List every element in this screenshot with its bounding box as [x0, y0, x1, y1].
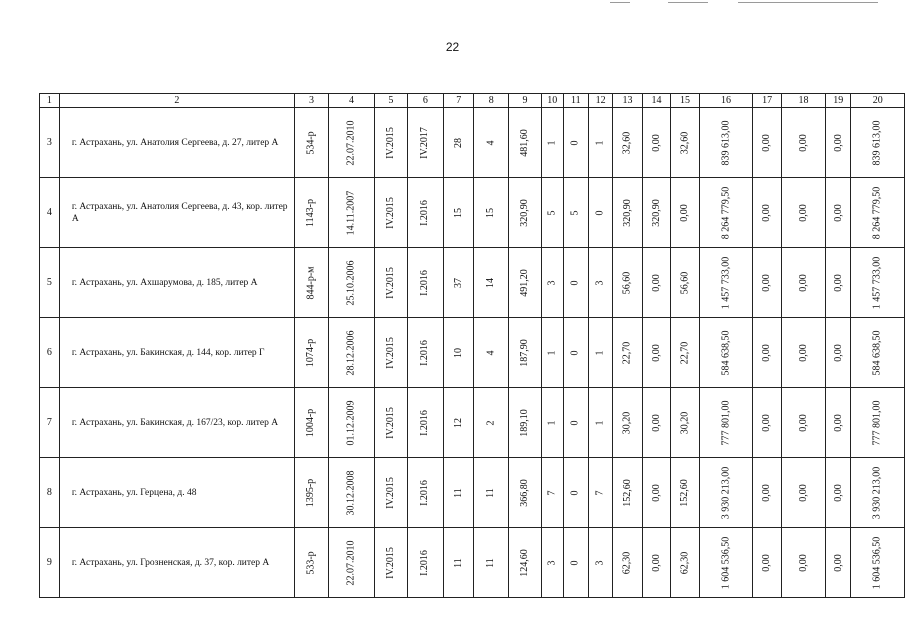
cell-value: 0,00	[797, 204, 809, 222]
cell-value: 0,00	[761, 344, 773, 362]
cell-value: 320,90	[621, 199, 633, 227]
cell-value: 28.12.2006	[345, 330, 357, 376]
cell-value: 0	[569, 140, 581, 146]
cell-col11	[563, 108, 589, 178]
cell-value: 0,00	[797, 274, 809, 292]
cell-col8	[474, 528, 509, 598]
page-number: 22	[445, 40, 460, 54]
cell-value: 4	[485, 140, 497, 146]
cell-col7	[443, 458, 474, 528]
cell-value: IV.2015	[384, 267, 396, 299]
cell-value: 1	[546, 140, 558, 146]
cell-value: 533-р	[305, 551, 317, 575]
cell-value: 1 604 536,50	[720, 536, 732, 590]
column-number: 19	[826, 94, 851, 108]
cell-col11	[563, 248, 589, 318]
cell-value: 0,00	[650, 414, 662, 432]
cell-value: 584 638,50	[871, 330, 883, 376]
cell-col11	[563, 528, 589, 598]
cell-value: 1004-р	[305, 408, 317, 438]
cell-value: 3	[594, 560, 606, 566]
column-number: 20	[851, 94, 905, 108]
cell-value: 1074-р	[305, 338, 317, 368]
cell-col15	[671, 248, 700, 318]
column-number: 3	[294, 94, 328, 108]
cell-value: 0	[594, 210, 606, 216]
cell-col8	[474, 318, 509, 388]
cell-col8	[474, 458, 509, 528]
cell-col11	[563, 318, 589, 388]
cell-value: 5	[569, 210, 581, 216]
cell-col10	[541, 528, 563, 598]
cell-end-period	[407, 318, 443, 388]
cell-order-doc	[294, 458, 328, 528]
cell-value: 15	[452, 208, 464, 218]
cell-value: 0	[569, 560, 581, 566]
housing-program-table	[39, 93, 905, 598]
cell-col9	[509, 178, 542, 248]
cell-value: 1143-р	[305, 199, 317, 227]
cell-col16	[699, 248, 753, 318]
cell-row-number: 4	[40, 178, 60, 248]
cell-col11	[563, 388, 589, 458]
cell-value: 1	[594, 350, 606, 356]
cell-col17	[753, 528, 782, 598]
cell-col12	[589, 528, 613, 598]
table-row	[40, 528, 905, 598]
cell-value: 0,00	[650, 484, 662, 502]
cell-col17	[753, 248, 782, 318]
cell-value: 2	[485, 420, 497, 426]
column-number: 14	[642, 94, 671, 108]
cell-value: 481,60	[518, 129, 530, 157]
column-number: 10	[541, 94, 563, 108]
cell-value: 0	[569, 280, 581, 286]
cell-value: 3	[594, 280, 606, 286]
cell-value: 1	[546, 350, 558, 356]
cell-value: 0,00	[650, 344, 662, 362]
cell-col19	[826, 318, 851, 388]
cell-address: г. Астрахань, ул. Ахшарумова, д. 185, литер А	[59, 248, 294, 318]
cell-col16	[699, 458, 753, 528]
cell-col20	[851, 248, 905, 318]
cell-value: 4	[485, 350, 497, 356]
cell-value: 0,00	[797, 134, 809, 152]
cell-col16	[699, 318, 753, 388]
cell-col14	[642, 248, 671, 318]
cell-col18	[781, 248, 825, 318]
cell-col11	[563, 178, 589, 248]
cell-value: 0,00	[832, 344, 844, 362]
cell-col8	[474, 248, 509, 318]
cell-value: 0,00	[650, 134, 662, 152]
cell-col15	[671, 388, 700, 458]
table-row	[40, 318, 905, 388]
cell-value: 152,60	[679, 479, 691, 507]
cell-value: 01.12.2009	[345, 400, 357, 446]
cell-value: 15	[485, 208, 497, 218]
cell-value: 3 930 213,00	[871, 466, 883, 520]
column-number: 16	[699, 94, 753, 108]
cell-value: 777 801,00	[871, 400, 883, 446]
scan-top-rule	[668, 2, 708, 3]
cell-col12	[589, 108, 613, 178]
cell-col10	[541, 108, 563, 178]
cell-order-doc	[294, 108, 328, 178]
table-row	[40, 458, 905, 528]
cell-value: 32,60	[621, 131, 633, 155]
column-number: 18	[781, 94, 825, 108]
cell-col15	[671, 318, 700, 388]
cell-value: 187,90	[518, 339, 530, 367]
cell-value: 7	[546, 490, 558, 496]
table-row	[40, 178, 905, 248]
cell-col12	[589, 318, 613, 388]
cell-value: 0,00	[797, 344, 809, 362]
cell-end-period	[407, 248, 443, 318]
cell-col14	[642, 108, 671, 178]
cell-value: 11	[485, 558, 497, 568]
column-number: 5	[374, 94, 407, 108]
cell-value: 62,30	[621, 551, 633, 575]
cell-value: 1 604 536,50	[871, 536, 883, 590]
cell-col16	[699, 388, 753, 458]
cell-value: 152,60	[621, 479, 633, 507]
cell-doc-date	[328, 248, 374, 318]
cell-value: 366,80	[518, 479, 530, 507]
cell-col15	[671, 178, 700, 248]
cell-col17	[753, 108, 782, 178]
cell-address: г. Астрахань, ул. Анатолия Сергеева, д. 43, кор. литер А	[59, 178, 294, 248]
cell-doc-date	[328, 388, 374, 458]
cell-order-doc	[294, 178, 328, 248]
column-number: 9	[509, 94, 542, 108]
cell-col18	[781, 388, 825, 458]
cell-col19	[826, 388, 851, 458]
cell-value: 0,00	[832, 554, 844, 572]
cell-address: г. Астрахань, ул. Бакинская, д. 167/23, кор. литер А	[59, 388, 294, 458]
cell-value: 0	[569, 490, 581, 496]
cell-col17	[753, 178, 782, 248]
cell-col13	[613, 458, 643, 528]
cell-value: 839 613,00	[720, 120, 732, 166]
cell-col16	[699, 108, 753, 178]
cell-end-period	[407, 108, 443, 178]
cell-col7	[443, 248, 474, 318]
cell-value: IV.2015	[384, 127, 396, 159]
column-number-row	[40, 94, 905, 108]
cell-value: 7	[594, 490, 606, 496]
cell-col13	[613, 318, 643, 388]
cell-value: 0,00	[832, 414, 844, 432]
cell-value: 320,90	[650, 199, 662, 227]
cell-doc-date	[328, 178, 374, 248]
cell-value: 3 930 213,00	[720, 466, 732, 520]
cell-value: 1 457 733,00	[720, 256, 732, 310]
cell-col13	[613, 388, 643, 458]
cell-value: 124,60	[518, 549, 530, 577]
cell-value: I.2016	[419, 340, 431, 366]
cell-value: 8 264 779,50	[871, 186, 883, 240]
cell-col13	[613, 248, 643, 318]
cell-col9	[509, 318, 542, 388]
column-number: 2	[59, 94, 294, 108]
cell-value: 11	[452, 488, 464, 498]
cell-start-period	[374, 178, 407, 248]
column-number: 11	[563, 94, 589, 108]
cell-col14	[642, 388, 671, 458]
cell-start-period	[374, 108, 407, 178]
cell-value: 189,10	[518, 409, 530, 437]
cell-col9	[509, 248, 542, 318]
column-number: 17	[753, 94, 782, 108]
cell-value: 5	[546, 210, 558, 216]
cell-col7	[443, 178, 474, 248]
cell-col13	[613, 528, 643, 598]
cell-col7	[443, 318, 474, 388]
cell-col18	[781, 318, 825, 388]
cell-value: 0,00	[761, 204, 773, 222]
cell-col15	[671, 458, 700, 528]
cell-value: 62,30	[679, 551, 691, 575]
cell-row-number: 3	[40, 108, 60, 178]
cell-col19	[826, 528, 851, 598]
column-number: 1	[40, 94, 60, 108]
cell-value: IV.2015	[384, 477, 396, 509]
cell-col12	[589, 458, 613, 528]
cell-value: 0,00	[832, 204, 844, 222]
cell-col9	[509, 388, 542, 458]
cell-value: 1	[594, 140, 606, 146]
cell-end-period	[407, 178, 443, 248]
cell-col20	[851, 178, 905, 248]
column-number: 12	[589, 94, 613, 108]
cell-order-doc	[294, 318, 328, 388]
cell-col18	[781, 108, 825, 178]
cell-value: 30,20	[679, 411, 691, 435]
cell-col19	[826, 178, 851, 248]
cell-value: 30.12.2008	[345, 470, 357, 516]
cell-col20	[851, 388, 905, 458]
cell-col11	[563, 458, 589, 528]
cell-value: 22.07.2010	[345, 540, 357, 586]
cell-col7	[443, 388, 474, 458]
cell-value: 14	[485, 278, 497, 288]
cell-value: 1 457 733,00	[871, 256, 883, 310]
cell-value: 1	[546, 420, 558, 426]
cell-col20	[851, 458, 905, 528]
cell-value: IV.2015	[384, 337, 396, 369]
cell-value: IV.2015	[384, 407, 396, 439]
cell-start-period	[374, 528, 407, 598]
cell-value: 11	[485, 488, 497, 498]
cell-address: г. Астрахань, ул. Герцена, д. 48	[59, 458, 294, 528]
cell-end-period	[407, 458, 443, 528]
cell-col10	[541, 388, 563, 458]
cell-value: 32,60	[679, 131, 691, 155]
table-row	[40, 248, 905, 318]
cell-col8	[474, 108, 509, 178]
cell-col19	[826, 248, 851, 318]
cell-value: I.2016	[419, 410, 431, 436]
cell-col12	[589, 388, 613, 458]
cell-value: 10	[452, 348, 464, 358]
cell-col19	[826, 458, 851, 528]
column-number: 15	[671, 94, 700, 108]
cell-col9	[509, 108, 542, 178]
cell-start-period	[374, 318, 407, 388]
cell-value: 0,00	[761, 554, 773, 572]
cell-start-period	[374, 388, 407, 458]
cell-col9	[509, 458, 542, 528]
cell-order-doc	[294, 388, 328, 458]
cell-value: 22.07.2010	[345, 120, 357, 166]
cell-col20	[851, 318, 905, 388]
table-row	[40, 108, 905, 178]
cell-value: IV.2017	[419, 127, 431, 159]
cell-value: 0,00	[679, 204, 691, 222]
cell-value: I.2016	[419, 550, 431, 576]
cell-row-number: 9	[40, 528, 60, 598]
cell-col12	[589, 178, 613, 248]
cell-row-number: 8	[40, 458, 60, 528]
cell-value: 0,00	[761, 414, 773, 432]
cell-col17	[753, 318, 782, 388]
cell-value: 1395-р	[305, 478, 317, 508]
cell-value: 56,60	[621, 271, 633, 295]
cell-value: 0	[569, 420, 581, 426]
cell-value: 56,60	[679, 271, 691, 295]
cell-col14	[642, 178, 671, 248]
cell-col14	[642, 528, 671, 598]
cell-col10	[541, 458, 563, 528]
cell-value: 12	[452, 418, 464, 428]
cell-value: I.2016	[419, 200, 431, 226]
scan-top-rule	[610, 2, 630, 3]
cell-value: 1	[594, 420, 606, 426]
cell-col16	[699, 178, 753, 248]
cell-col18	[781, 458, 825, 528]
cell-address: г. Астрахань, ул. Бакинская, д. 144, кор. литер Г	[59, 318, 294, 388]
cell-end-period	[407, 528, 443, 598]
cell-value: 534-р	[305, 131, 317, 155]
cell-value: 22,70	[621, 341, 633, 365]
cell-value: 320,90	[518, 199, 530, 227]
cell-value: 839 613,00	[871, 120, 883, 166]
cell-value: 0,00	[650, 554, 662, 572]
cell-col18	[781, 528, 825, 598]
cell-value: 11	[452, 558, 464, 568]
table-row	[40, 388, 905, 458]
cell-address: г. Астрахань, ул. Анатолия Сергеева, д. 27, литер А	[59, 108, 294, 178]
cell-value: 0	[569, 350, 581, 356]
cell-row-number: 5	[40, 248, 60, 318]
cell-value: 584 638,50	[720, 330, 732, 376]
cell-value: I.2016	[419, 480, 431, 506]
cell-value: 0,00	[832, 274, 844, 292]
cell-doc-date	[328, 108, 374, 178]
cell-col9	[509, 528, 542, 598]
cell-value: 3	[546, 560, 558, 566]
cell-col20	[851, 528, 905, 598]
column-number: 6	[407, 94, 443, 108]
cell-value: 0,00	[797, 554, 809, 572]
cell-value: 0,00	[761, 134, 773, 152]
cell-col16	[699, 528, 753, 598]
cell-value: 0,00	[650, 274, 662, 292]
cell-end-period	[407, 388, 443, 458]
cell-value: 28	[452, 138, 464, 148]
column-number: 4	[328, 94, 374, 108]
cell-col8	[474, 178, 509, 248]
cell-col14	[642, 458, 671, 528]
cell-value: 8 264 779,50	[720, 186, 732, 240]
cell-col20	[851, 108, 905, 178]
cell-value: IV.2015	[384, 547, 396, 579]
cell-start-period	[374, 248, 407, 318]
cell-col12	[589, 248, 613, 318]
column-number: 13	[613, 94, 643, 108]
cell-col17	[753, 388, 782, 458]
column-number: 8	[474, 94, 509, 108]
cell-value: 0,00	[797, 414, 809, 432]
cell-row-number: 7	[40, 388, 60, 458]
cell-col7	[443, 108, 474, 178]
cell-col15	[671, 528, 700, 598]
cell-value: 25.10.2006	[345, 260, 357, 306]
cell-col19	[826, 108, 851, 178]
cell-value: 0,00	[832, 484, 844, 502]
cell-order-doc	[294, 248, 328, 318]
cell-order-doc	[294, 528, 328, 598]
cell-col15	[671, 108, 700, 178]
cell-address: г. Астрахань, ул. Грозненская, д. 37, кор. литер А	[59, 528, 294, 598]
cell-doc-date	[328, 528, 374, 598]
cell-value: 3	[546, 280, 558, 286]
cell-col18	[781, 178, 825, 248]
cell-value: IV.2015	[384, 197, 396, 229]
cell-col7	[443, 528, 474, 598]
cell-col14	[642, 318, 671, 388]
cell-col10	[541, 248, 563, 318]
cell-col13	[613, 178, 643, 248]
scan-top-rule	[738, 2, 878, 3]
cell-value: 0,00	[797, 484, 809, 502]
cell-doc-date	[328, 318, 374, 388]
cell-start-period	[374, 458, 407, 528]
cell-value: 0,00	[761, 274, 773, 292]
cell-value: 37	[452, 278, 464, 288]
cell-col17	[753, 458, 782, 528]
cell-value: 0,00	[832, 134, 844, 152]
cell-value: 491,20	[518, 269, 530, 297]
cell-value: 844-р-м	[305, 266, 317, 300]
cell-value: I.2016	[419, 270, 431, 296]
cell-value: 22,70	[679, 341, 691, 365]
cell-value: 30,20	[621, 411, 633, 435]
cell-row-number: 6	[40, 318, 60, 388]
cell-col13	[613, 108, 643, 178]
cell-col8	[474, 388, 509, 458]
cell-value: 0,00	[761, 484, 773, 502]
column-number: 7	[443, 94, 474, 108]
cell-doc-date	[328, 458, 374, 528]
cell-value: 14.11.2007	[345, 190, 357, 236]
cell-col10	[541, 318, 563, 388]
cell-value: 777 801,00	[720, 400, 732, 446]
cell-col10	[541, 178, 563, 248]
